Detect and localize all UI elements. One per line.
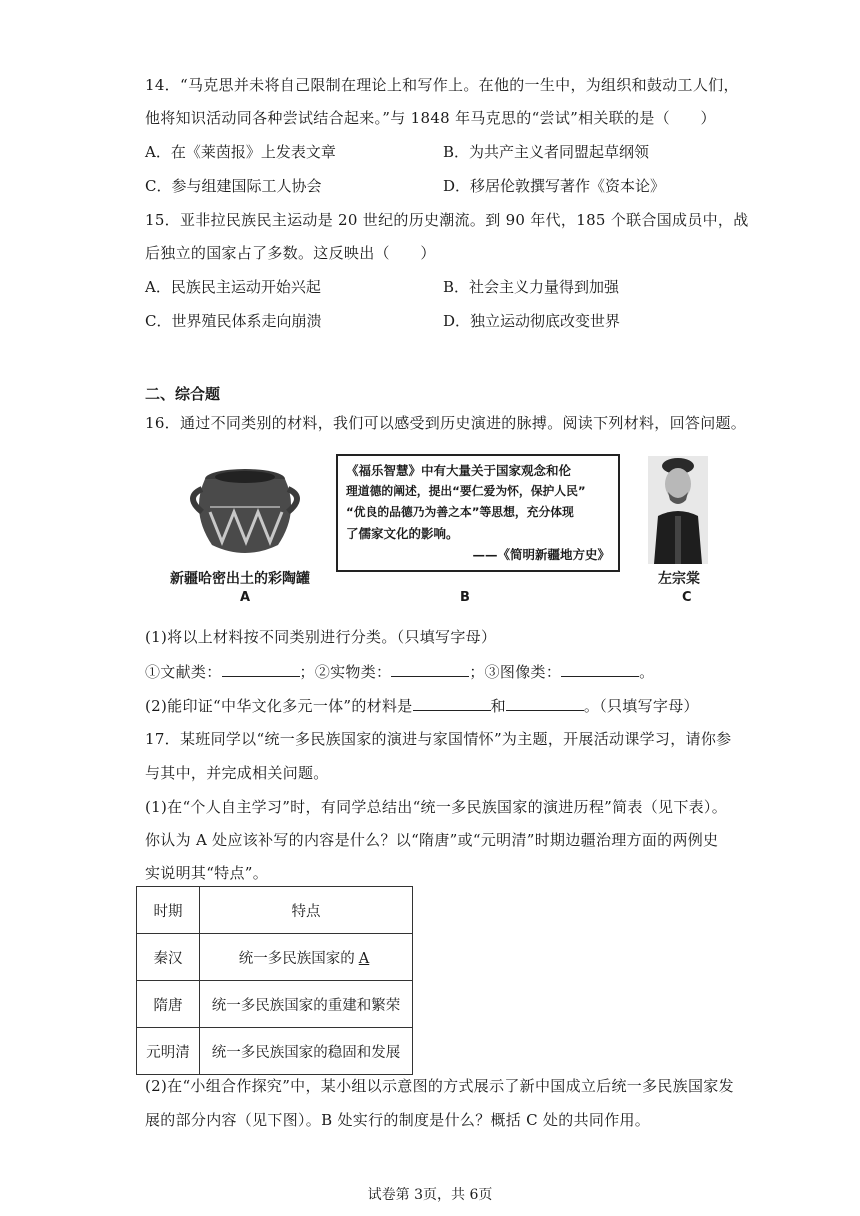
q17-line7: 展的部分内容（见下图）。B 处实行的制度是什么？概括 C 处的共同作用。 bbox=[145, 1111, 651, 1129]
q16-sub2 bbox=[145, 695, 699, 716]
q14-option-c: C．参与组建国际工人协会 bbox=[145, 177, 322, 195]
q17-line3: (1)在“个人自主学习”时，有同学总结出“统一多民族国家的演进历程”简表（见下表）。 bbox=[145, 798, 728, 816]
q14-option-a: A．在《莱茵报》上发表文章 bbox=[145, 143, 336, 161]
q17-line4: 你认为 A 处应该补写的内容是什么？以“隋唐”或“元明清”时期边疆治理方面的两例史 bbox=[145, 831, 719, 849]
cell-feature: 统一多民族国家的重建和繁荣 bbox=[200, 981, 413, 1028]
q16-sub1-blanks bbox=[145, 661, 654, 682]
section-heading: 二、综合题 bbox=[145, 385, 221, 403]
q17-line6: (2)在“小组合作探究”中，某小组以示意图的方式展示了新中国成立后统一多民族国家发 bbox=[145, 1077, 734, 1095]
portrait-image bbox=[648, 456, 708, 564]
cell-feature-text: 统一多民族国家的 bbox=[238, 950, 355, 967]
fig-b-text-3: “优良的品德乃为善之本”等思想，充分体现 bbox=[346, 505, 574, 519]
cell-feature: 统一多民族国家的稳固和发展 bbox=[200, 1028, 413, 1075]
q15-line2: 后独立的国家占了多数。这反映出（ ） bbox=[145, 244, 436, 262]
header-period: 时期 bbox=[137, 887, 200, 934]
sub2-text-c: 。（只填写字母） bbox=[583, 697, 699, 715]
header-feature: 特点 bbox=[200, 887, 413, 934]
q17-line2: 与其中，并完成相关问题。 bbox=[145, 764, 329, 782]
q15-option-a: A．民族民主运动开始兴起 bbox=[145, 278, 321, 296]
q17-line5: 实说明其“特点”。 bbox=[145, 864, 269, 882]
blank-material-1[interactable] bbox=[413, 696, 491, 711]
fig-b-source: ——《简明新疆地方史》 bbox=[472, 547, 610, 562]
sub2-text-a: (2)能印证“中华文化多元一体”的材料是 bbox=[145, 697, 413, 715]
fig-b-text-4: 了儒家文化的影响。 bbox=[346, 526, 459, 541]
cell-period: 秦汉 bbox=[137, 934, 200, 981]
table-header-row bbox=[137, 887, 413, 934]
text-excerpt-box bbox=[336, 454, 620, 572]
cell-period: 隋唐 bbox=[137, 981, 200, 1028]
table-row bbox=[137, 934, 413, 981]
fig-c-caption: 左宗棠 bbox=[658, 571, 700, 587]
label-documents: ①文献类： bbox=[145, 663, 222, 681]
q15-line1: 15．亚非拉民族民主运动是 20 世纪的历史潮流。到 90 年代，185 个联合国成员中，战 bbox=[145, 211, 749, 229]
table-row bbox=[137, 1028, 413, 1075]
label-artifacts: ；②实物类： bbox=[299, 663, 392, 681]
blank-documents[interactable] bbox=[222, 662, 300, 677]
q15-option-c: C．世界殖民体系走向崩溃 bbox=[145, 312, 322, 330]
fig-b-text-2: 理道德的阐述，提出“要仁爱为怀，保护人民” bbox=[346, 484, 586, 498]
q16-materials bbox=[160, 452, 730, 612]
blank-a-label: A bbox=[358, 950, 370, 967]
fig-a-caption: 新疆哈密出土的彩陶罐 bbox=[170, 571, 310, 587]
q15-option-b: B．社会主义力量得到加强 bbox=[443, 278, 620, 296]
blank-images[interactable] bbox=[561, 662, 639, 677]
q17-line1: 17．某班同学以“统一多民族国家的演进与家国情怀”为主题，开展活动课学习，请你参 bbox=[145, 730, 732, 748]
q16-line1: 16．通过不同类别的材料，我们可以感受到历史演进的脉搏。阅读下列材料，回答问题。 bbox=[145, 414, 747, 432]
blank-artifacts[interactable] bbox=[391, 662, 469, 677]
q14-option-d: D．移居伦敦撰写著作《资本论》 bbox=[443, 177, 666, 195]
label-images: ；③图像类： bbox=[469, 663, 562, 681]
evolution-table bbox=[136, 886, 413, 1075]
sub2-text-b: 和 bbox=[490, 697, 506, 715]
q14-option-b: B．为共产主义者同盟起草纲领 bbox=[443, 143, 650, 161]
fig-b-letter: B bbox=[460, 590, 470, 605]
sub1-end: 。 bbox=[639, 663, 655, 681]
pottery-jar-image bbox=[180, 457, 310, 562]
q14-line2: 他将知识活动同各种尝试结合起来。”与 1848 年马克思的“尝试”相关联的是（ ） bbox=[145, 109, 716, 127]
q15-option-d: D．独立运动彻底改变世界 bbox=[443, 312, 621, 330]
fig-a-letter: A bbox=[240, 590, 251, 605]
fig-b-text-1: 《福乐智慧》中有大量关于国家观念和伦 bbox=[346, 463, 572, 478]
cell-period: 元明清 bbox=[137, 1028, 200, 1075]
fig-c-letter: C bbox=[682, 590, 692, 605]
cell-feature bbox=[200, 934, 413, 981]
q14-line1: 14．“马克思并未将自己限制在理论上和写作上。在他的一生中，为组织和鼓动工人们， bbox=[145, 76, 739, 94]
q16-sub1: (1)将以上材料按不同类别进行分类。（只填写字母） bbox=[145, 628, 497, 646]
page-footer: 试卷第 3页，共 6页 bbox=[367, 1187, 493, 1203]
blank-material-2[interactable] bbox=[506, 696, 584, 711]
table-row bbox=[137, 981, 413, 1028]
